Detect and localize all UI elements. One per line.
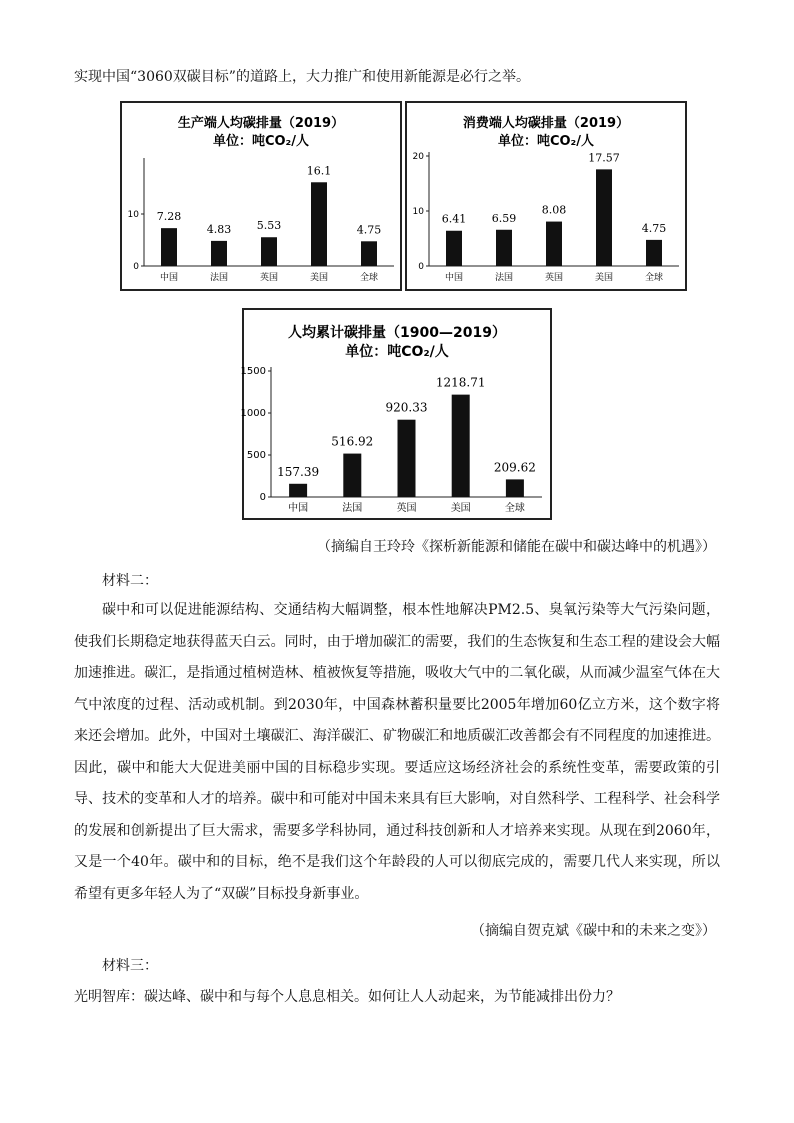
y-tick-label: 0 [259, 492, 266, 503]
x-category-label: 英国 [396, 503, 417, 514]
y-tick-label: 20 [412, 152, 424, 162]
chart-subtitle: 单位：吨CO₂/人 [212, 134, 310, 149]
x-category-label: 中国 [159, 273, 179, 283]
bar [261, 237, 277, 266]
x-category-label: 全球 [644, 273, 664, 283]
bar [289, 484, 307, 497]
y-tick-label: 1500 [240, 366, 266, 377]
bar [311, 182, 327, 266]
bar [161, 228, 177, 266]
intro-line: 实现中国“3060双碳目标”的道路上，大力推广和使用新能源是必行之举。 [74, 69, 530, 85]
bar-value-label: 17.57 [588, 151, 620, 165]
x-category-label: 法国 [209, 273, 229, 283]
x-category-label: 美国 [450, 503, 471, 514]
x-category-label: 中国 [288, 503, 309, 514]
bar [596, 169, 612, 266]
bar-value-label: 4.75 [356, 223, 382, 237]
x-category-label: 美国 [594, 273, 614, 283]
bar-value-label: 16.1 [306, 164, 332, 178]
x-category-label: 法国 [494, 273, 514, 283]
chart-title: 消费端人均碳排量（2019） [462, 116, 630, 131]
bar-value-label: 4.83 [206, 222, 232, 236]
bar [211, 241, 227, 266]
x-category-label: 法国 [342, 503, 363, 514]
x-category-label: 全球 [359, 273, 379, 283]
y-tick-label: 10 [127, 210, 139, 220]
bar [343, 454, 361, 497]
chart-title: 人均累计碳排量（1900—2019） [288, 325, 506, 341]
y-tick-label: 0 [133, 262, 139, 272]
bar [361, 241, 377, 266]
bar-value-label: 209.62 [493, 460, 536, 475]
bar-value-label: 7.28 [156, 210, 182, 224]
chart-title: 生产端人均碳排量（2019） [177, 116, 345, 131]
bar-value-label: 157.39 [277, 464, 320, 479]
bar-value-label: 1218.71 [435, 375, 486, 390]
bar-value-label: 5.53 [256, 219, 282, 233]
material-3-label: 材料三： [102, 958, 158, 974]
chart-subtitle: 单位：吨CO₂/人 [345, 344, 449, 360]
y-tick-label: 500 [246, 450, 266, 461]
chart-cumulative-svg [240, 310, 550, 518]
bar [446, 231, 462, 266]
chart-consumption-per-capita [405, 101, 687, 291]
chart-subtitle: 单位：吨CO₂/人 [497, 134, 595, 149]
bar-value-label: 920.33 [385, 400, 428, 415]
material-2-label: 材料二： [102, 573, 158, 589]
chart-consumption-svg [407, 103, 685, 289]
material-3-text: 光明智库：碳达峰、碳中和与每个人息息相关。如何让人人动起来，为节能减排出份力？ [74, 989, 620, 1005]
bar [398, 420, 416, 497]
x-category-label: 美国 [309, 273, 329, 283]
chart-production-per-capita [120, 101, 402, 291]
x-category-label: 中国 [444, 273, 464, 283]
source-citation-2: （摘编自贺克斌《碳中和的未来之变》） [471, 923, 716, 939]
bar [452, 395, 470, 497]
chart-cumulative-per-capita [242, 308, 552, 520]
bar-value-label: 6.59 [491, 211, 517, 225]
x-category-label: 英国 [544, 273, 564, 283]
bar-value-label: 4.75 [641, 221, 667, 235]
bar [496, 230, 512, 266]
x-category-label: 全球 [504, 503, 525, 514]
chart-production-svg [122, 103, 400, 289]
x-category-label: 英国 [259, 273, 279, 283]
bar [546, 222, 562, 266]
bar [646, 240, 662, 266]
material-2-text: 碳中和可以促进能源结构、交通结构大幅调整，根本性地解决PM2.5、臭氧污染等大气污染问题，使我们长期稳定地获得蓝天白云。同时，由于增加碳汇的需要，我们的生态恢复和生态工程的建设会大幅加速推进。碳汇，是指通过植树造林、植被恢复等措施，吸收大气中的二氧化碳，从而减少温室气体在大气中浓度的过程、活动或机制。到2030年，中国森林蓄积量要比2005年增加60亿立方米，这个数字将来还会增加。此外，中国对土壤碳汇、海洋碳汇、矿物碳汇和地质碳汇改善都会有不同程度的加速推进。因此，碳中和能大大促进美丽中国的目标稳步实现。要适应这场经济社会的系统性变革，需要政策的引导、技术的变革和人才的培养。碳中和可能对中国未来具有巨大影响，对自然科学、工程科学、社会科学的发展和创新提出了巨大需求，需要多学科协同，通过科技创新和人才培养来实现。从现在到2060年，又是一个40年。碳中和的目标，绝不是我们这个年龄段的人可以彻底完成的，需要几代人来实现，所以希望有更多年轻人为了“双碳”目标投身新事业。 [74, 602, 720, 902]
y-tick-label: 10 [412, 207, 424, 217]
y-tick-label: 0 [418, 262, 424, 272]
y-tick-label: 1000 [240, 408, 266, 419]
bar [506, 479, 524, 497]
bar-value-label: 8.08 [541, 203, 567, 217]
bar-value-label: 516.92 [331, 434, 374, 449]
bar-value-label: 6.41 [441, 212, 467, 226]
source-citation-1: （摘编自王玲玲《探析新能源和储能在碳中和碳达峰中的机遇》） [317, 539, 716, 555]
